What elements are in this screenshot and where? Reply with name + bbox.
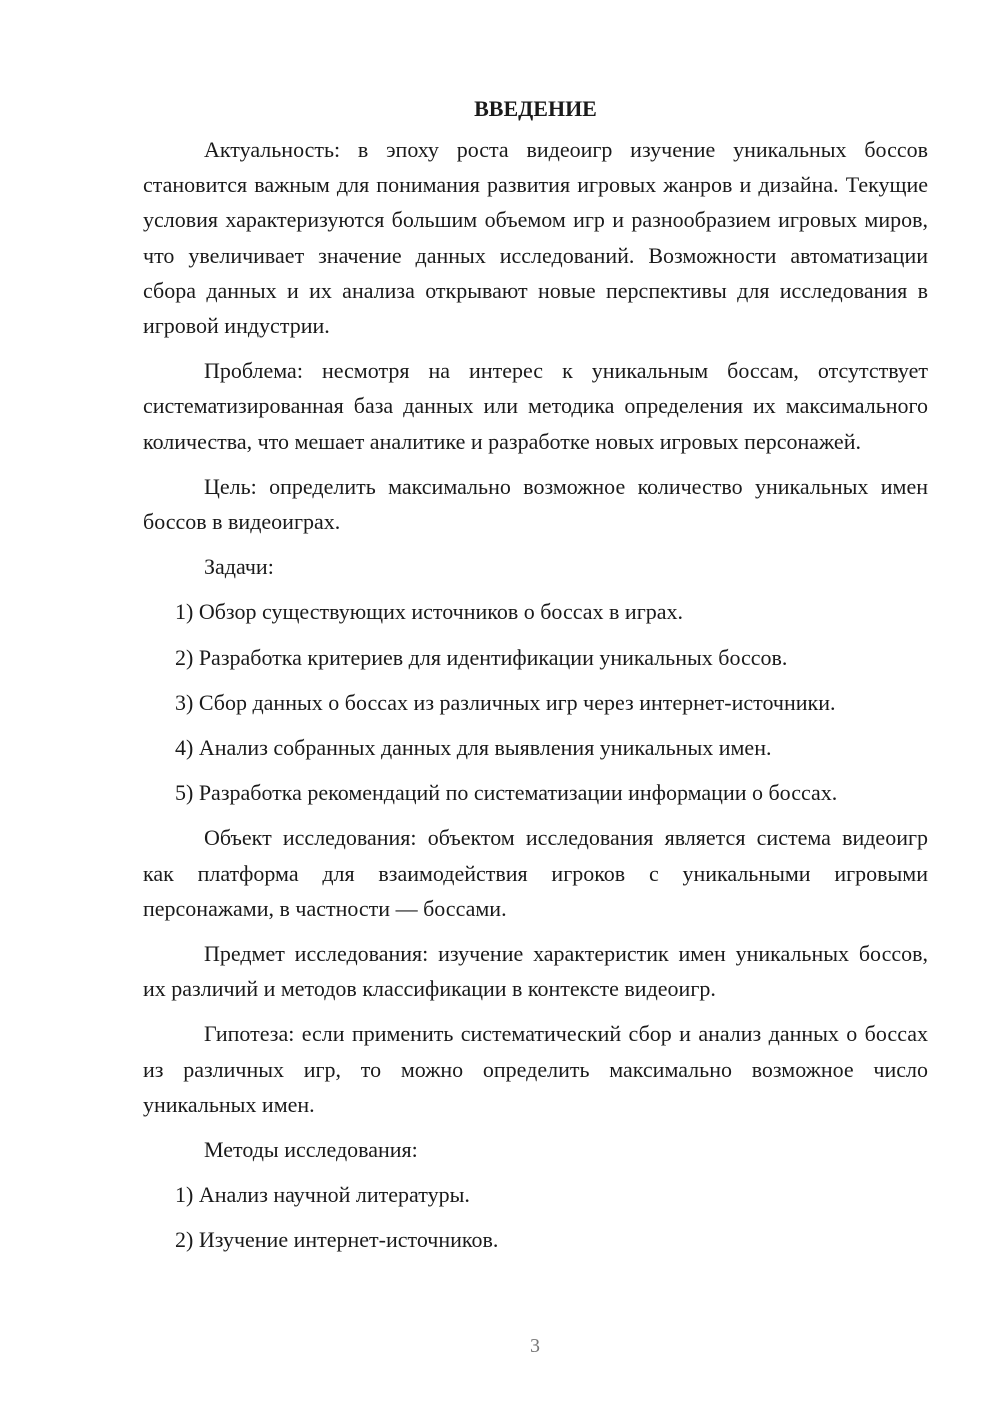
paragraph-problem: Проблема: несмотря на интерес к уникальным боссам, отсутствует систематизированная база данных или методика определения их максимального количества, что мешает аналитике и разработке новых игровых персонажей. bbox=[143, 358, 928, 454]
task-item-5: 5) Разработка рекомендаций по систематизации информации о боссах. bbox=[175, 780, 838, 806]
methods-label: Методы исследования: bbox=[204, 1137, 418, 1163]
task-item-2: 2) Разработка критериев для идентификации уникальных боссов. bbox=[175, 644, 788, 670]
method-item-2: 2) Изучение интернет-источников. bbox=[175, 1227, 499, 1253]
document-page bbox=[143, 92, 928, 1268]
paragraph-object: Объект исследования: объектом исследования является система видеоигр как платформа для взаимодействия игроков с уникальными игровыми персонажами, в частности — боссами. bbox=[143, 825, 928, 921]
section-heading: ВВЕДЕНИЕ bbox=[474, 96, 597, 121]
paragraph-hypothesis: Гипотеза: если применить систематический сбор и анализ данных о боссах из различных игр, то можно определить максимально возможное число уникальных имен. bbox=[143, 1021, 928, 1117]
task-item-3: 3) Сбор данных о боссах из различных игр через интернет-источники. bbox=[175, 689, 836, 715]
paragraph-subject: Предмет исследования: изучение характеристик имен уникальных боссов, их различий и методов классификации в контексте видеоигр. bbox=[143, 941, 928, 1002]
task-item-1: 1) Обзор существующих источников о боссах в играх. bbox=[175, 599, 683, 625]
method-item-1: 1) Анализ научной литературы. bbox=[175, 1182, 470, 1208]
paragraph-goal: Цель: определить максимально возможное количество уникальных имен боссов в видеоиграх. bbox=[143, 473, 928, 535]
task-item-4: 4) Анализ собранных данных для выявления уникальных имен. bbox=[175, 735, 772, 761]
page-number: 3 bbox=[530, 1335, 540, 1357]
tasks-label: Задачи: bbox=[204, 554, 274, 580]
paragraph-relevance: Актуальность: в эпоху роста видеоигр изучение уникальных боссов становится важным для понимания развития игровых жанров и дизайна. Текущие условия характеризуются большим объемом игр и разнообразием игровых миров, что увеличивает значение данных исследований. Возможности автоматизации сбора данных и их анализа открывают новые перспективы для исследования в игровой индустрии. bbox=[143, 137, 928, 339]
